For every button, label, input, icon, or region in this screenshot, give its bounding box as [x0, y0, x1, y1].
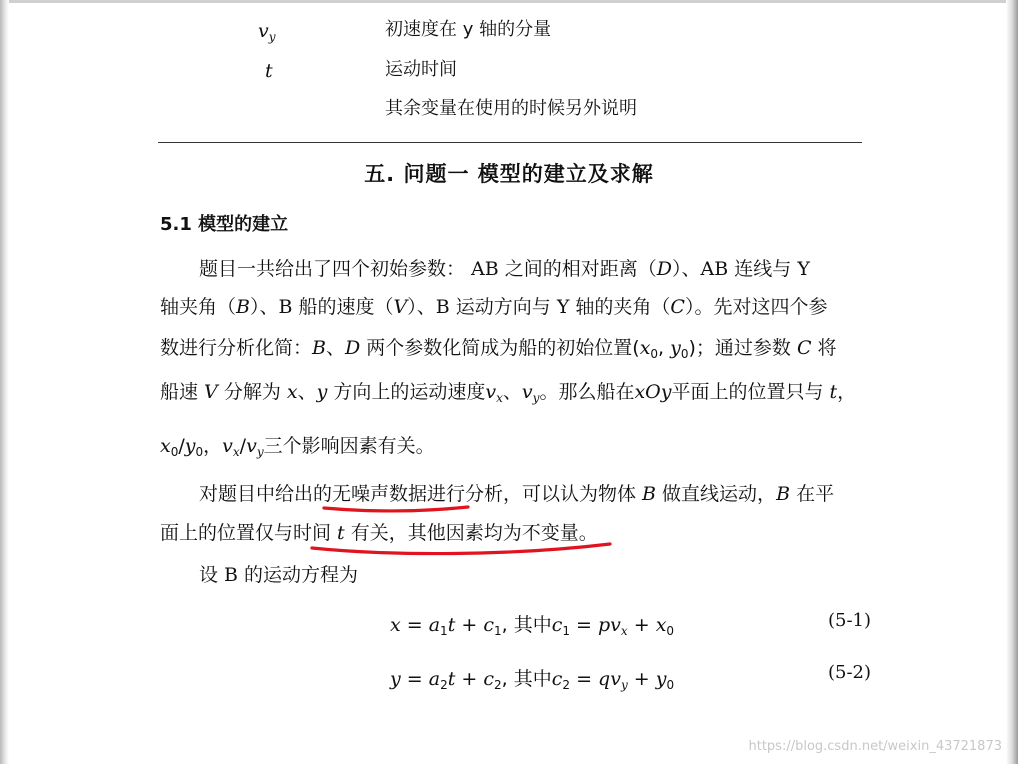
- symbol-vy-description: 初速度在 y 轴的分量: [385, 19, 552, 40]
- subsection-title: 5.1 模型的建立: [160, 214, 289, 235]
- page-left-shadow: [0, 0, 9, 764]
- paragraph-line: $x_0/y_0$，$v_x/v_y$三个影响因素有关。: [160, 435, 435, 459]
- paragraph-line: 题目一共给出了四个初始参数： AB 之间的相对距离（D）、AB 连线与 Y: [199, 258, 810, 280]
- equation-number-5-2: (5-2): [828, 662, 872, 683]
- motion-equation-intro: 设 B 的运动方程为: [199, 564, 359, 586]
- section-title: 五. 问题一 模型的建立及求解: [364, 162, 654, 186]
- equation-x: $x = a_1t + c_1$, 其中$c_1 = pv_x + x_0$: [390, 614, 675, 638]
- symbol-t: t: [265, 60, 273, 82]
- watermark-url: https://blog.csdn.net/weixin_43721873: [748, 739, 1002, 754]
- paragraph-line: 轴夹角（B）、B 船的速度（V）、B 运动方向与 Y 轴的夹角（C）。先对这四个参: [160, 296, 828, 318]
- equation-number-5-1: (5-1): [828, 610, 872, 631]
- other-variables-note: 其余变量在使用的时候另外说明: [385, 98, 637, 119]
- equation-y: $y = a_2t + c_2$, 其中$c_2 = qv_y + y_0$: [390, 668, 675, 692]
- section-divider: [158, 142, 862, 143]
- paragraph-line: 船速 V 分解为 x、y 方向上的运动速度$v_x$、$v_y$。那么船在xOy平面上的位置只与 t，: [160, 381, 857, 405]
- paragraph-line: 面上的位置仅与时间 t 有关，其他因素均为不变量。: [160, 522, 598, 544]
- page-top-edge: [0, 0, 1018, 3]
- paragraph-line: 对题目中给出的无噪声数据进行分析，可以认为物体 B 做直线运动，B 在平: [199, 483, 835, 505]
- symbol-t-description: 运动时间: [385, 59, 457, 80]
- paragraph-line: 数进行分析化简：B、D 两个参数化简成为船的初始位置($x_0$, $y_0$)；通过参数 C 将: [160, 337, 837, 361]
- page-right-shadow: [1006, 0, 1018, 764]
- symbol-vy: $v_y$: [258, 20, 276, 44]
